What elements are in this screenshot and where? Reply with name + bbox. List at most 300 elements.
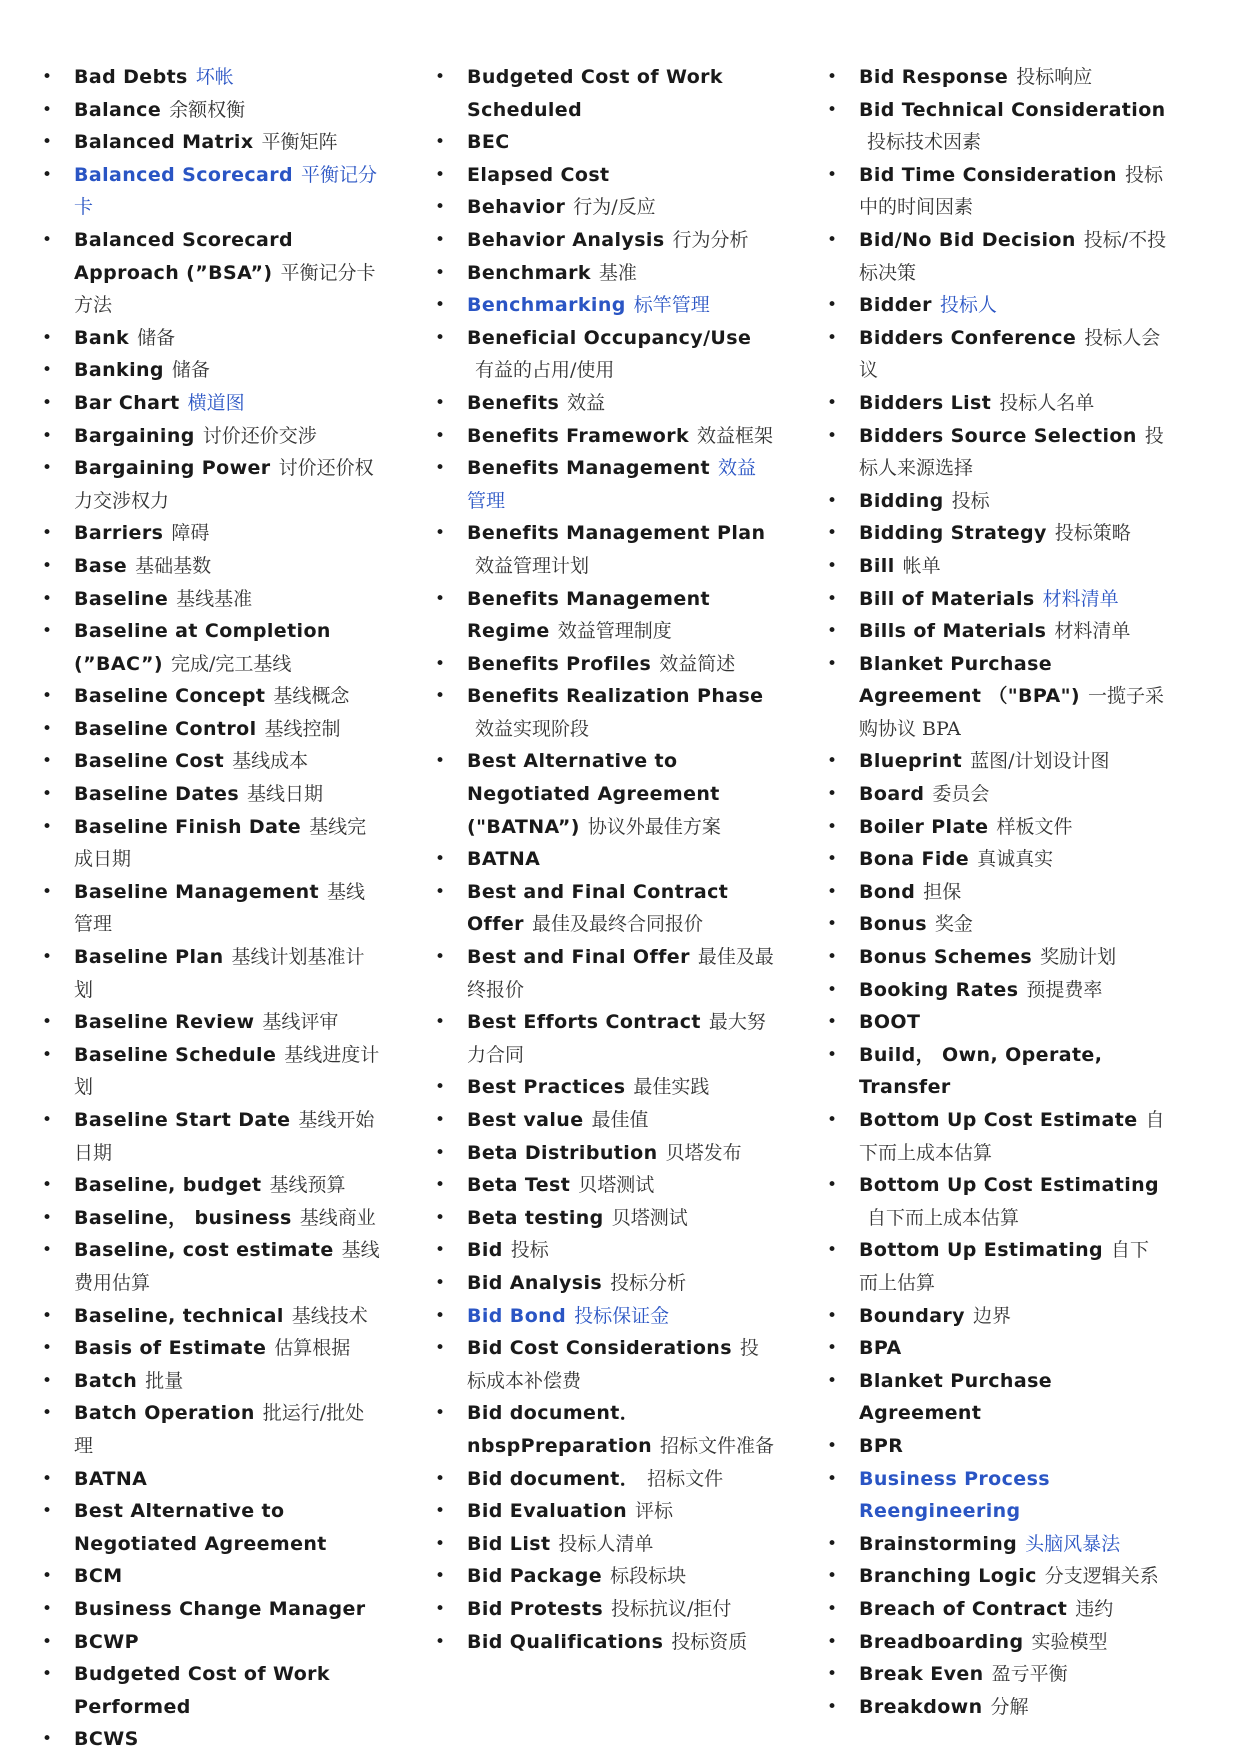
entry-term: Benefits Management Plan — [467, 522, 766, 545]
bullet-icon: • — [42, 1044, 53, 1065]
glossary-entry — [827, 908, 1167, 941]
bullet-icon: • — [827, 1305, 838, 1326]
entry-translation: 基线概念 — [273, 685, 350, 708]
term-list — [42, 61, 382, 1756]
entry-term: Build， Own, Operate, Transfer — [859, 1043, 1103, 1099]
entry-term: Baseline Control — [74, 717, 257, 740]
entry-term: Basis of Estimate — [74, 1337, 267, 1360]
entry-translation: 投标分析 — [610, 1271, 687, 1294]
glossary-entry — [42, 224, 382, 322]
glossary-entry — [827, 941, 1167, 974]
bullet-icon: • — [42, 947, 53, 968]
entry-term: Bid/No Bid Decision — [859, 228, 1076, 251]
glossary-entry — [42, 387, 382, 420]
bullet-icon: • — [827, 1044, 838, 1065]
entry-term: Bid Evaluation — [467, 1500, 628, 1523]
entry-term: Batch — [74, 1369, 138, 1392]
glossary-entry — [827, 387, 1167, 420]
glossary-entry — [42, 1169, 382, 1202]
glossary-entry — [42, 1300, 382, 1333]
entry-translation: 效益管理制度 — [557, 620, 672, 643]
entry-term: Business Change Manager — [74, 1597, 366, 1620]
glossary-entry — [42, 452, 382, 517]
entry-term: BCM — [74, 1565, 123, 1588]
bullet-icon: • — [42, 686, 53, 707]
glossary-entry — [827, 811, 1167, 844]
entry-translation: 余额权衡 — [169, 98, 246, 121]
entry-translation: 效益管理计划 — [475, 554, 590, 577]
glossary-entry — [827, 224, 1167, 289]
entry-translation: 基线开始日期 — [74, 1109, 375, 1164]
bullet-icon: • — [42, 816, 53, 837]
entry-term: Baseline Review — [74, 1011, 255, 1034]
entry-term: Bid Time Consideration — [859, 163, 1117, 186]
bullet-icon: • — [42, 751, 53, 772]
bullet-icon: • — [827, 947, 838, 968]
entry-term: Bargaining Power — [74, 457, 271, 480]
entry-translation: 投标响应 — [1016, 66, 1093, 88]
entry-translation: 完成/完工基线 — [170, 652, 292, 675]
bullet-icon: • — [42, 588, 53, 609]
entry-translation: 分解 — [990, 1695, 1029, 1718]
entry-term: Bottom Up Cost Estimate — [859, 1109, 1138, 1131]
bullet-icon: • — [827, 751, 838, 772]
entry-term: Branching Logic — [859, 1565, 1037, 1588]
entry-term: Behavior Analysis — [467, 228, 665, 251]
bullet-icon: • — [435, 164, 446, 185]
bullet-icon: • — [435, 229, 446, 250]
bullet-icon: • — [42, 327, 53, 348]
bullet-icon: • — [42, 1110, 53, 1130]
entry-translation: 最佳及最终合同报价 — [531, 913, 703, 936]
bullet-icon: • — [827, 1696, 838, 1717]
bullet-icon: • — [435, 425, 446, 446]
entry-term: Base — [74, 554, 128, 577]
bullet-icon: • — [435, 588, 446, 609]
glossary-entry — [827, 1560, 1167, 1593]
entry-term: Bargaining — [74, 424, 195, 447]
bullet-icon: • — [42, 555, 53, 576]
entry-term: Benefits Management — [467, 457, 711, 480]
entry-term: Barriers — [74, 522, 164, 545]
bullet-icon: • — [827, 849, 838, 870]
glossary-entry — [435, 1104, 775, 1137]
entry-translation: 基线预算 — [269, 1174, 346, 1197]
bullet-icon: • — [42, 1468, 53, 1489]
glossary-entry — [435, 876, 775, 941]
glossary-entry — [435, 257, 775, 290]
entry-translation: 投标中的时间因素 — [859, 163, 1163, 219]
glossary-entry — [435, 1528, 775, 1561]
entry-translation: 基础基数 — [135, 554, 212, 577]
entry-translation: 帐单 — [902, 554, 941, 577]
entry-term: Booking Rates — [859, 978, 1019, 1001]
bullet-icon: • — [42, 1305, 53, 1326]
glossary-entry — [827, 1626, 1167, 1659]
glossary-entry — [827, 289, 1167, 322]
entry-translation: 坏帐 — [195, 66, 234, 88]
entry-term: Boundary — [859, 1304, 965, 1327]
entry-term: Baseline Start Date — [74, 1109, 291, 1131]
glossary-entry — [42, 1039, 382, 1104]
entry-term: Benchmark — [467, 261, 591, 284]
entry-translation: 一揽子采购协议 BPA — [859, 685, 1165, 740]
entry-translation: 贝塔测试 — [611, 1206, 688, 1229]
entry-translation: 奖励计划 — [1040, 946, 1117, 969]
glossary-entry — [827, 420, 1167, 485]
bullet-icon: • — [42, 1207, 53, 1228]
entry-translation: 基线日期 — [247, 783, 324, 806]
entry-translation: 平衡矩阵 — [261, 131, 338, 154]
glossary-entry — [827, 159, 1167, 224]
entry-term: Bid Response — [859, 66, 1009, 88]
entry-term: BATNA — [74, 1467, 148, 1490]
bullet-icon: • — [435, 653, 446, 674]
term-list — [827, 61, 1167, 1723]
bullet-icon: • — [827, 1240, 838, 1261]
bullet-icon: • — [435, 132, 446, 153]
glossary-entry — [435, 1137, 775, 1170]
glossary-entry — [42, 615, 382, 680]
glossary-entry — [827, 1104, 1167, 1169]
bullet-icon: • — [827, 425, 838, 446]
bullet-icon: • — [827, 1598, 838, 1619]
entry-term: Bond — [859, 880, 916, 903]
glossary-entry — [42, 1397, 382, 1462]
bullet-icon: • — [42, 99, 53, 120]
glossary-entry — [827, 1332, 1167, 1365]
glossary-entry — [435, 1463, 775, 1496]
entry-term: Bid document． — [467, 1467, 640, 1490]
glossary-entry — [42, 159, 382, 224]
entry-term: Baseline Dates — [74, 783, 240, 806]
entry-translation: 基线管理 — [74, 880, 366, 936]
entry-term: Bid List — [467, 1532, 551, 1555]
glossary-entry — [827, 1691, 1167, 1724]
entry-term: Beta Test — [467, 1174, 571, 1197]
bullet-icon: • — [42, 881, 53, 902]
glossary-entry — [42, 1332, 382, 1365]
bullet-icon: • — [827, 1566, 838, 1587]
entry-term: Baseline Cost — [74, 750, 225, 773]
bullet-icon: • — [827, 555, 838, 576]
bullet-icon: • — [435, 262, 446, 283]
bullet-icon: • — [827, 1338, 838, 1359]
bullet-icon: • — [42, 1370, 53, 1391]
entry-translation: 自下而上成本估算 — [867, 1206, 1020, 1229]
entry-term: Batch Operation — [74, 1402, 255, 1425]
glossary-entry — [827, 1365, 1167, 1430]
bullet-icon: • — [435, 1533, 446, 1554]
entry-translation: 效益框架 — [697, 424, 774, 447]
glossary-entry — [42, 322, 382, 355]
entry-term: BPA — [859, 1337, 902, 1360]
entry-translation: 效益管理 — [467, 457, 757, 512]
entry-term: BOOT — [859, 1011, 921, 1034]
glossary-entry — [42, 1365, 382, 1398]
glossary-entry — [42, 94, 382, 127]
bullet-icon: • — [827, 1435, 838, 1456]
bullet-icon: • — [435, 1240, 446, 1261]
entry-translation: 行为/反应 — [573, 196, 656, 219]
entry-term: Blueprint — [859, 750, 963, 773]
bullet-icon: • — [827, 621, 838, 642]
entry-term: Bidders Conference — [859, 326, 1077, 349]
glossary-column-3 — [827, 61, 1167, 1723]
entry-term: Blanket Purchase Agreement （"BPA") — [859, 652, 1081, 708]
glossary-entry — [435, 1071, 775, 1104]
glossary-entry — [435, 1267, 775, 1300]
bullet-icon: • — [435, 1305, 446, 1326]
entry-term: Baseline Management — [74, 880, 320, 903]
glossary-entry — [827, 1463, 1167, 1528]
entry-translation: 标竿管理 — [633, 294, 710, 317]
bullet-icon: • — [42, 1012, 53, 1033]
entry-translation: 效益简述 — [659, 652, 736, 675]
glossary-entry — [435, 452, 775, 517]
entry-translation: 投标/不投标决策 — [859, 228, 1167, 284]
glossary-entry — [435, 1560, 775, 1593]
bullet-icon: • — [42, 1566, 53, 1587]
entry-translation: 协议外最佳方案 — [587, 815, 721, 838]
entry-translation: 投标人来源选择 — [859, 424, 1164, 480]
glossary-entry — [42, 517, 382, 550]
glossary-entry — [435, 1397, 775, 1462]
glossary-entry — [42, 1723, 382, 1756]
glossary-entry — [827, 1300, 1167, 1333]
entry-term: Bid Bond — [467, 1304, 567, 1327]
glossary-entry — [827, 61, 1167, 94]
bullet-icon: • — [827, 99, 838, 120]
bullet-icon: • — [42, 1501, 53, 1522]
bullet-icon: • — [827, 1110, 838, 1130]
entry-term: Benefits Realization Phase — [467, 685, 764, 708]
entry-translation: 样板文件 — [996, 815, 1073, 838]
entry-term: BEC — [467, 131, 510, 154]
entry-translation: 分支逻辑关系 — [1044, 1565, 1159, 1588]
entry-translation: 平衡记分卡方法 — [74, 261, 376, 317]
bullet-icon: • — [42, 360, 53, 381]
entry-term: Bid Cost Considerations — [467, 1337, 732, 1360]
bullet-icon: • — [42, 1175, 53, 1196]
glossary-entry — [435, 387, 775, 420]
entry-term: Bank — [74, 326, 130, 349]
entry-translation: 投标 — [510, 1239, 549, 1262]
bullet-icon: • — [42, 1240, 53, 1261]
bullet-icon: • — [827, 1175, 838, 1196]
glossary-entry — [435, 191, 775, 224]
entry-term: Bidding Strategy — [859, 522, 1047, 545]
bullet-icon: • — [435, 751, 446, 772]
glossary-entry — [827, 583, 1167, 616]
glossary-entry — [827, 974, 1167, 1007]
entry-translation: 投标抗议/拒付 — [611, 1597, 732, 1620]
glossary-entry — [435, 289, 775, 322]
entry-translation: 有益的占用/使用 — [475, 359, 615, 382]
glossary-entry — [827, 745, 1167, 778]
bullet-icon: • — [435, 1631, 446, 1652]
bullet-icon: • — [435, 1207, 446, 1228]
glossary-entry — [435, 322, 775, 387]
entry-term: Board — [859, 783, 925, 806]
entry-translation: 投标成本补偿费 — [467, 1337, 759, 1392]
glossary-entry — [435, 1332, 775, 1397]
entry-translation: 基线控制 — [264, 717, 341, 740]
entry-term: Boiler Plate — [859, 815, 989, 838]
entry-translation: 投标技术因素 — [867, 131, 982, 154]
glossary-entry — [435, 745, 775, 843]
bullet-icon: • — [827, 490, 838, 511]
entry-translation: 招标文件 — [647, 1467, 724, 1490]
bullet-icon: • — [827, 881, 838, 902]
entry-translation: 贝塔测试 — [578, 1174, 655, 1197]
term-list — [435, 61, 775, 1658]
bullet-icon: • — [435, 947, 446, 968]
glossary-entry — [827, 550, 1167, 583]
bullet-icon: • — [42, 784, 53, 805]
bullet-icon: • — [435, 1598, 446, 1619]
entry-term: Bid Technical Consideration — [859, 98, 1166, 121]
glossary-entry — [435, 648, 775, 681]
entry-term: Breakdown — [859, 1695, 983, 1718]
bullet-icon: • — [435, 1272, 446, 1293]
entry-translation: 盈亏平衡 — [991, 1663, 1068, 1686]
entry-translation: 基线计划基准计划 — [74, 946, 365, 1001]
entry-term: Baseline Plan — [74, 946, 224, 969]
glossary-entry — [435, 159, 775, 192]
bullet-icon: • — [435, 1110, 446, 1130]
entry-translation: 储备 — [137, 326, 176, 349]
glossary-entry — [435, 1593, 775, 1626]
bullet-icon: • — [435, 1142, 446, 1163]
bullet-icon: • — [827, 1012, 838, 1033]
glossary-entry — [435, 1626, 775, 1659]
bullet-icon: • — [435, 1077, 446, 1098]
entry-translation: 效益 — [567, 391, 606, 414]
entry-translation: 评标 — [635, 1500, 674, 1523]
entry-term: Business Process Reengineering — [859, 1467, 1050, 1523]
entry-term: Bottom Up Cost Estimating — [859, 1174, 1160, 1197]
glossary-entry — [42, 1658, 382, 1723]
entry-translation: 自下而上成本估算 — [859, 1109, 1165, 1164]
entry-translation: 贝塔发布 — [665, 1141, 742, 1164]
glossary-entry — [435, 941, 775, 1006]
bullet-icon: • — [42, 392, 53, 413]
glossary-entry — [42, 1495, 382, 1560]
bullet-icon: • — [827, 816, 838, 837]
entry-translation: 最佳值 — [591, 1109, 649, 1131]
bullet-icon: • — [435, 197, 446, 218]
bullet-icon: • — [435, 1175, 446, 1196]
entry-term: Baseline — [74, 587, 169, 610]
bullet-icon: • — [827, 979, 838, 1000]
entry-translation: 预提费率 — [1026, 978, 1103, 1001]
entry-term: Baseline, budget — [74, 1174, 262, 1197]
entry-translation: 担保 — [923, 880, 962, 903]
bullet-icon: • — [42, 1338, 53, 1359]
entry-translation: 基线技术 — [291, 1304, 368, 1327]
entry-translation: 最佳及最终报价 — [467, 946, 774, 1001]
glossary-entry — [435, 126, 775, 159]
entry-translation: 基线完成日期 — [74, 815, 367, 871]
glossary-entry — [42, 778, 382, 811]
glossary-entry — [42, 354, 382, 387]
glossary-entry — [42, 1593, 382, 1626]
entry-term: Best Alternative to Negotiated Agreement — [74, 1500, 327, 1555]
entry-term: Benefits Framework — [467, 424, 690, 447]
entry-translation: 投标人名单 — [999, 391, 1095, 414]
bullet-icon: • — [827, 392, 838, 413]
bullet-icon: • — [827, 164, 838, 185]
entry-term: Bid Analysis — [467, 1271, 603, 1294]
glossary-entry — [435, 420, 775, 453]
entry-translation: 基线评审 — [262, 1011, 339, 1034]
bullet-icon: • — [435, 849, 446, 870]
bullet-icon: • — [42, 458, 53, 479]
entry-translation: 行为分析 — [672, 228, 749, 251]
entry-term: Bid Package — [467, 1565, 603, 1588]
entry-term: Behavior — [467, 196, 566, 219]
bullet-icon: • — [827, 67, 838, 87]
glossary-entry — [435, 1234, 775, 1267]
entry-translation: 违约 — [1075, 1597, 1114, 1620]
entry-term: Balanced Matrix — [74, 131, 254, 154]
entry-term: Bid Protests — [467, 1597, 604, 1620]
entry-term: Bidder — [859, 294, 932, 317]
entry-term: Bonus Schemes — [859, 946, 1033, 969]
entry-term: Brainstorming — [859, 1532, 1018, 1555]
entry-term: Bid Qualifications — [467, 1630, 664, 1653]
glossary-entry — [827, 485, 1167, 518]
bullet-icon: • — [42, 1403, 53, 1424]
entry-translation: 基线基准 — [176, 587, 253, 610]
entry-term: Bottom Up Estimating — [859, 1239, 1104, 1262]
glossary-entry — [42, 1463, 382, 1496]
entry-term: Elapsed Cost — [467, 163, 610, 186]
glossary-entry — [827, 843, 1167, 876]
entry-translation: 最大努力合同 — [467, 1011, 766, 1066]
bullet-icon: • — [827, 327, 838, 348]
entry-term: Best and Final Contract Offer — [467, 880, 729, 936]
bullet-icon: • — [42, 718, 53, 739]
entry-term: Benefits Management Regime — [467, 587, 711, 643]
glossary-entry — [827, 1169, 1167, 1234]
bullet-icon: • — [42, 229, 53, 250]
bullet-icon: • — [435, 1403, 446, 1424]
entry-term: BATNA — [467, 848, 541, 871]
entry-translation: 储备 — [171, 359, 210, 382]
bullet-icon: • — [435, 1566, 446, 1587]
glossary-entry — [827, 648, 1167, 746]
bullet-icon: • — [42, 1598, 53, 1619]
entry-term: Break Even — [859, 1663, 984, 1686]
bullet-icon: • — [435, 523, 446, 544]
bullet-icon: • — [435, 295, 446, 316]
glossary-entry — [435, 1169, 775, 1202]
glossary-entry — [42, 941, 382, 1006]
bullet-icon: • — [435, 67, 446, 87]
entry-term: Beta Distribution — [467, 1141, 658, 1164]
entry-term: Best value — [467, 1109, 584, 1131]
entry-term: Baseline Schedule — [74, 1043, 277, 1066]
glossary-entry — [42, 1560, 382, 1593]
entry-translation: 基线费用估算 — [74, 1239, 380, 1294]
glossary-entry — [435, 1202, 775, 1235]
glossary-entry — [42, 1626, 382, 1659]
glossary-entry — [435, 1006, 775, 1071]
bullet-icon: • — [827, 1533, 838, 1554]
entry-term: BCWS — [74, 1728, 139, 1751]
